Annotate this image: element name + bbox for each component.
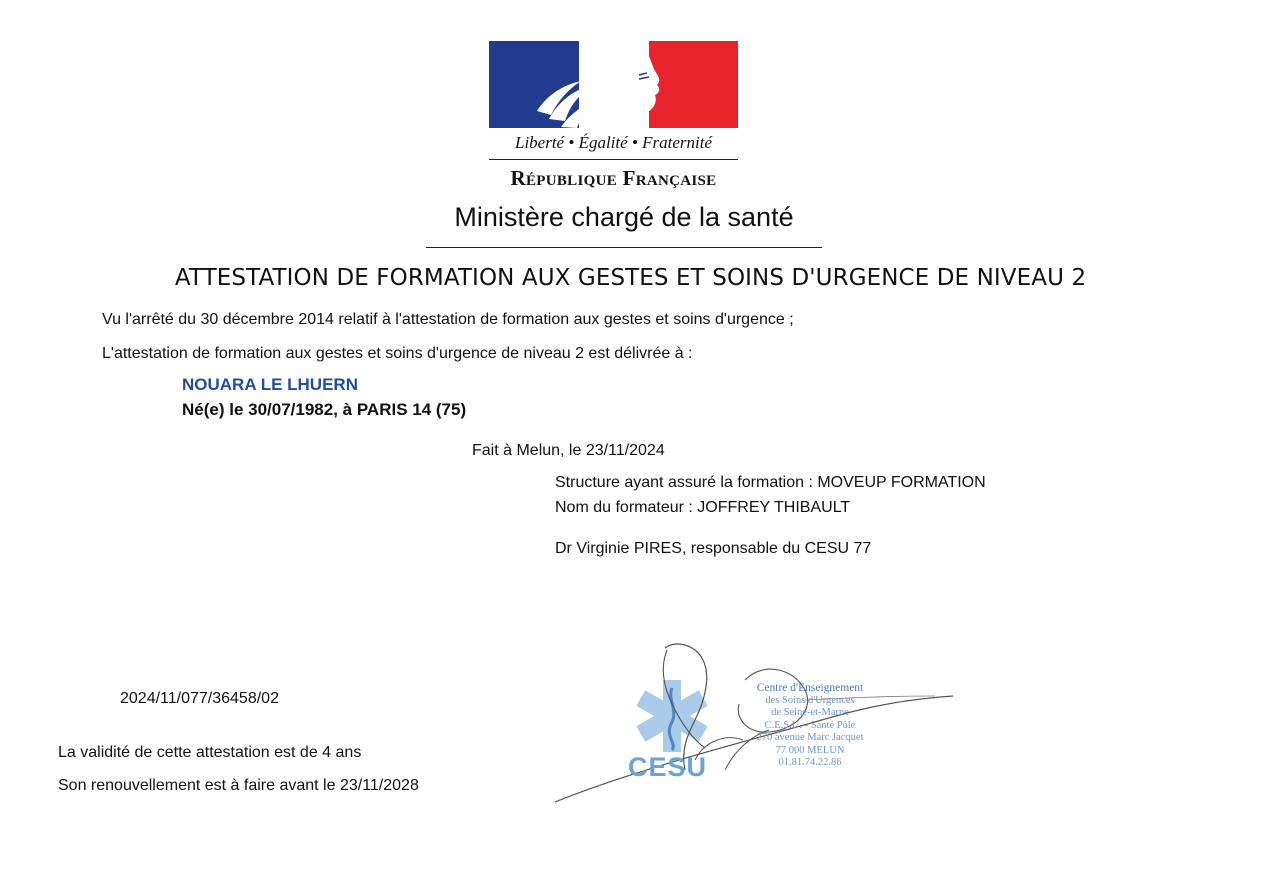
attestation-reference: 2024/11/077/36458/02 [120, 690, 279, 707]
marianne-logo [489, 41, 738, 128]
issue-place-date: Fait à Melun, le 23/11/2024 [472, 442, 665, 459]
renewal-note: Son renouvellement est à faire avant le 23/11/2028 [58, 777, 419, 794]
stamp-line: C.E.S.U. - Santé Pôle [764, 719, 856, 731]
stamp-line: 01.81.74.22.86 [778, 757, 842, 768]
cesu-responsible: Dr Virginie PIRES, responsable du CESU 77 [555, 540, 872, 557]
document-title: ATTESTATION DE FORMATION AUX GESTES ET SOINS D'URGENCE DE NIVEAU 2 [174, 265, 1087, 291]
stamp-line: de Seine-et-Marne [771, 707, 849, 718]
cesu-logo-text: CESU [628, 752, 708, 782]
stamp-line: Centre d'Enseignement [756, 682, 864, 694]
holder-name: NOUARA LE LHUERN [182, 375, 358, 394]
training-structure: Structure ayant assuré la formation : MOVEUP FORMATION [555, 474, 986, 491]
validity-note: La validité de cette attestation est de 4 ans [58, 744, 362, 761]
holder-birth-info: Né(e) le 30/07/1982, à PARIS 14 (75) [182, 400, 467, 419]
delivery-line: L'attestation de formation aux gestes et soins d'urgence de niveau 2 est délivrée à : [102, 345, 693, 362]
stamp-line: des Soins d'Urgences [765, 694, 855, 706]
motto-divider [489, 159, 738, 160]
stamp-line: 77 000 MELUN [775, 744, 845, 756]
republic-name: République Française [510, 166, 717, 190]
decree-line: Vu l'arrêté du 30 décembre 2014 relatif à l'attestation de formation aux gestes et soins d'urgence ; [102, 311, 794, 328]
ministry-divider [426, 247, 822, 248]
stamp-address-block [740, 682, 880, 770]
trainer-name: Nom du formateur : JOFFREY THIBAULT [555, 499, 851, 516]
ministry-name: Ministère chargé de la santé [454, 202, 794, 232]
stamp-line: 270 avenue Marc Jacquet [756, 732, 864, 743]
republic-motto: Liberté • Égalité • Fraternité [515, 133, 712, 152]
